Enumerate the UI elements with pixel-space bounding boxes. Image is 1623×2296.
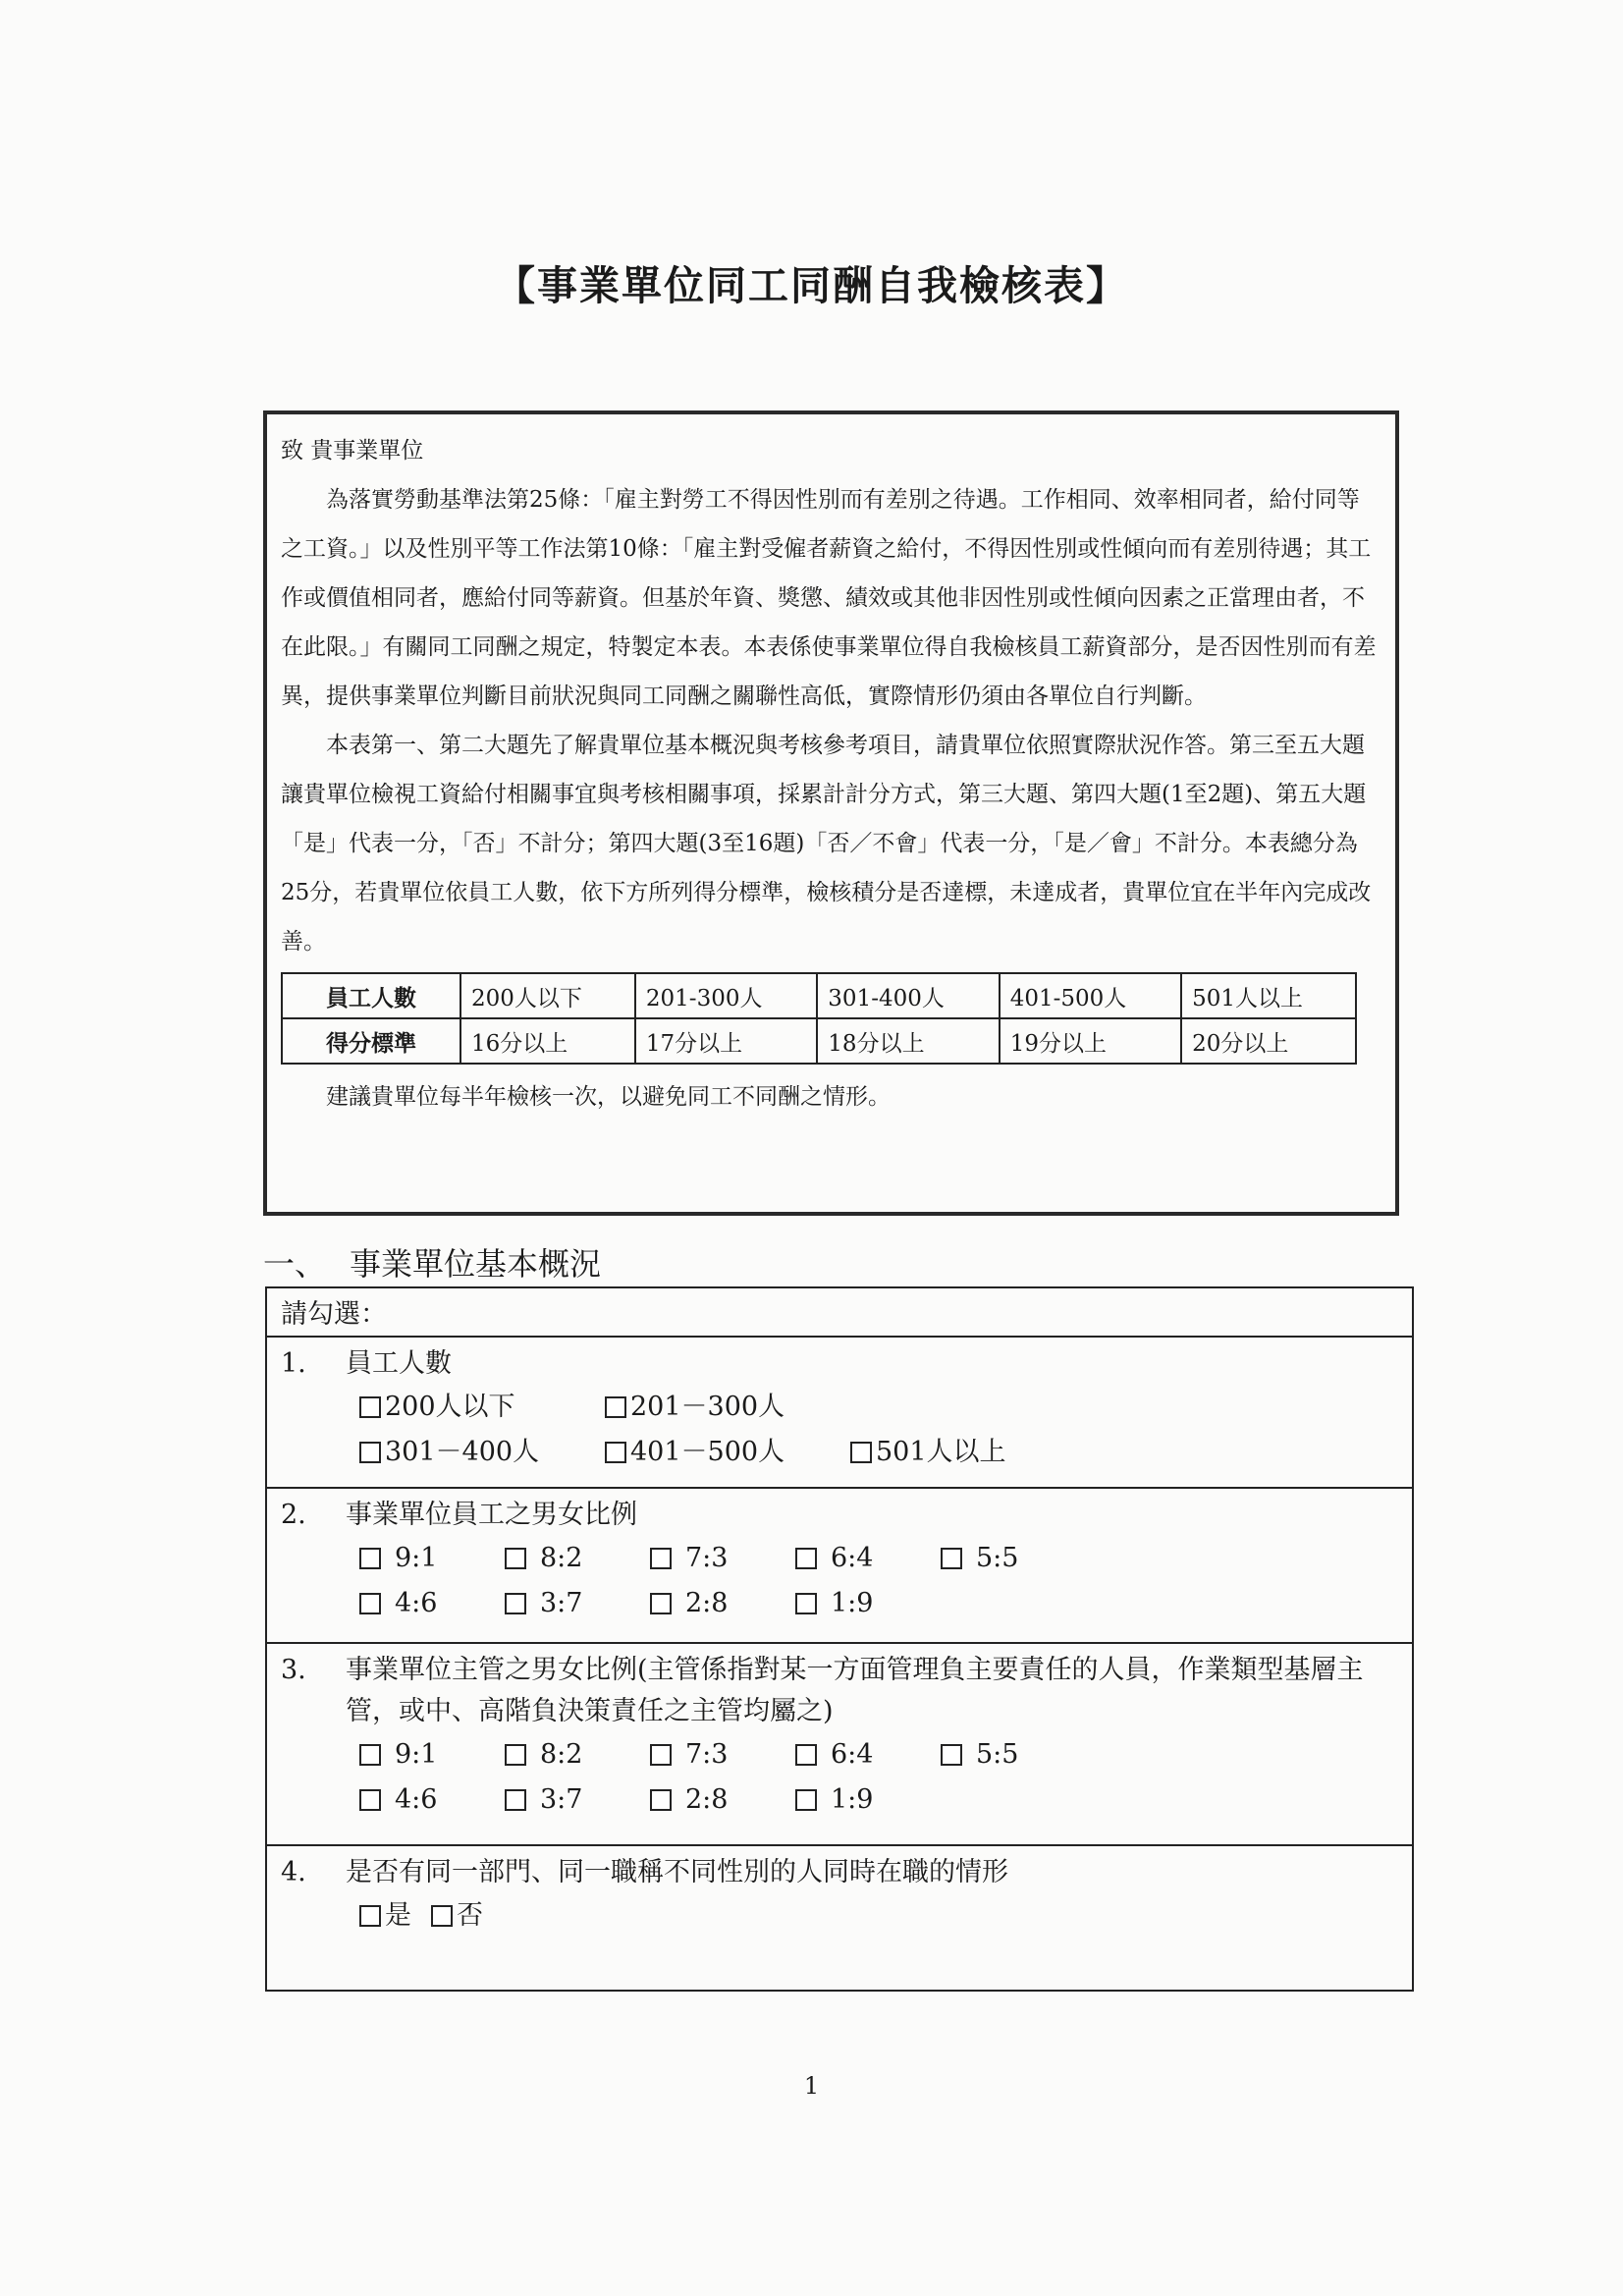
checkbox-option[interactable] bbox=[359, 1430, 605, 1475]
checkbox-option[interactable] bbox=[359, 1732, 505, 1777]
option-label: 9:1 bbox=[395, 1543, 438, 1573]
page-title: 【事業單位同工同酬自我檢核表】 bbox=[495, 262, 1128, 309]
option-label: 200人以下 bbox=[385, 1392, 515, 1422]
checkbox-icon[interactable] bbox=[431, 1905, 453, 1927]
checkbox-option[interactable] bbox=[359, 1581, 505, 1626]
checkbox-icon[interactable] bbox=[650, 1789, 672, 1811]
checkbox-icon[interactable] bbox=[795, 1744, 817, 1766]
checkbox-icon[interactable] bbox=[359, 1442, 381, 1463]
section-number: 一、 bbox=[263, 1245, 327, 1283]
checkbox-icon[interactable] bbox=[941, 1548, 962, 1569]
option-label: 401－500人 bbox=[630, 1437, 785, 1467]
checkbox-icon[interactable] bbox=[795, 1593, 817, 1614]
checkbox-option[interactable] bbox=[850, 1430, 1096, 1475]
checkbox-option[interactable] bbox=[505, 1732, 650, 1777]
option-label: 501人以上 bbox=[876, 1437, 1006, 1467]
checkbox-option[interactable] bbox=[941, 1536, 1086, 1581]
option-label: 9:1 bbox=[395, 1739, 438, 1770]
option-label: 否 bbox=[457, 1900, 483, 1931]
checkbox-option-no[interactable] bbox=[431, 1893, 483, 1939]
section-title: 事業單位基本概況 bbox=[350, 1245, 602, 1283]
table-cell: 200人以下 bbox=[460, 973, 635, 1018]
question-text: 員工人數 bbox=[346, 1348, 452, 1379]
checkbox-icon[interactable] bbox=[941, 1744, 962, 1766]
table-cell: 201-300人 bbox=[635, 973, 817, 1018]
table-row bbox=[282, 1018, 1356, 1064]
option-label: 2:8 bbox=[685, 1784, 729, 1815]
checkbox-icon[interactable] bbox=[505, 1744, 526, 1766]
section-heading bbox=[263, 1239, 601, 1285]
table-cell: 20分以上 bbox=[1181, 1018, 1356, 1064]
instruction-row bbox=[267, 1288, 1412, 1338]
question-2 bbox=[267, 1489, 1412, 1644]
checkbox-icon[interactable] bbox=[605, 1396, 626, 1418]
checkbox-option[interactable] bbox=[941, 1732, 1086, 1777]
option-label: 3:7 bbox=[540, 1588, 583, 1618]
checkbox-option[interactable] bbox=[359, 1385, 605, 1430]
option-label: 4:6 bbox=[395, 1784, 438, 1815]
question-text: 事業單位主管之男女比例(主管係指對某一方面管理負主要責任的人員，作業類型基層主管，或中、高階負決策責任之主管均屬之) bbox=[346, 1655, 1364, 1726]
option-label: 7:3 bbox=[685, 1543, 729, 1573]
checkbox-option[interactable] bbox=[605, 1430, 850, 1475]
checkbox-icon[interactable] bbox=[795, 1789, 817, 1811]
option-label: 3:7 bbox=[540, 1784, 583, 1815]
question-4 bbox=[267, 1846, 1412, 1939]
checkbox-option[interactable] bbox=[795, 1536, 941, 1581]
option-label: 5:5 bbox=[976, 1543, 1019, 1573]
table-row bbox=[282, 973, 1356, 1018]
checkbox-option[interactable] bbox=[650, 1581, 795, 1626]
checkbox-icon[interactable] bbox=[605, 1442, 626, 1463]
option-label: 301－400人 bbox=[385, 1437, 540, 1467]
instruction-text: 請勾選： bbox=[281, 1299, 387, 1330]
recommendation-text: 建議貴單位每半年檢核一次，以避免同工不同酬之情形。 bbox=[326, 1084, 891, 1110]
intro-box bbox=[263, 410, 1399, 1216]
question-text: 是否有同一部門、同一職稱不同性別的人同時在職的情形 bbox=[346, 1857, 1008, 1887]
checkbox-option[interactable] bbox=[795, 1732, 941, 1777]
option-label: 2:8 bbox=[685, 1588, 729, 1618]
score-standard-table bbox=[281, 972, 1357, 1065]
checkbox-option[interactable] bbox=[505, 1581, 650, 1626]
page-number: 1 bbox=[803, 2072, 820, 2100]
table-cell: 19分以上 bbox=[1000, 1018, 1181, 1064]
checkbox-option[interactable] bbox=[359, 1536, 505, 1581]
table-cell: 18分以上 bbox=[817, 1018, 999, 1064]
checkbox-icon[interactable] bbox=[505, 1548, 526, 1569]
question-text: 事業單位員工之男女比例 bbox=[346, 1500, 637, 1530]
checkbox-icon[interactable] bbox=[650, 1593, 672, 1614]
checkbox-option[interactable] bbox=[650, 1777, 795, 1823]
option-label: 4:6 bbox=[395, 1588, 438, 1618]
checkbox-option[interactable] bbox=[650, 1536, 795, 1581]
checkbox-icon[interactable] bbox=[359, 1905, 381, 1927]
option-label: 201－300人 bbox=[630, 1392, 785, 1422]
table-cell: 401-500人 bbox=[1000, 973, 1181, 1018]
table-header-score: 得分標準 bbox=[282, 1018, 460, 1064]
checkbox-option[interactable] bbox=[795, 1581, 941, 1626]
table-cell: 16分以上 bbox=[460, 1018, 635, 1064]
option-label: 8:2 bbox=[540, 1739, 583, 1770]
intro-paragraph-1: 為落實勞動基準法第25條：「雇主對勞工不得因性別而有差別之待遇。工作相同、效率相同者，給付同等之工資。」以及性別平等工作法第10條：「雇主對受僱者薪資之給付，不得因性別或性傾向而有差別待遇；其工作或價值相同者，應給付同等薪資。但基於年資、獎懲、績效或其他非因性別或性傾向因素之正當理由者，不在此限。」有關同工同酬之規定，特製定本表。本表係使事業單位得自我檢核員工薪資部分，是否因性別而有差異，提供事業單位判斷目前狀況與同工同酬之關聯性高低，實際情形仍須由各單位自行判斷。 bbox=[281, 487, 1377, 709]
checkbox-option[interactable] bbox=[605, 1385, 850, 1430]
checkbox-icon[interactable] bbox=[850, 1442, 872, 1463]
checkbox-icon[interactable] bbox=[359, 1744, 381, 1766]
checkbox-option-yes[interactable] bbox=[359, 1893, 411, 1939]
checkbox-option[interactable] bbox=[795, 1777, 941, 1823]
option-label: 1:9 bbox=[831, 1784, 874, 1815]
option-label: 8:2 bbox=[540, 1543, 583, 1573]
option-label: 是 bbox=[385, 1900, 411, 1931]
option-label: 7:3 bbox=[685, 1739, 729, 1770]
question-number: 3. bbox=[281, 1655, 306, 1685]
checkbox-option[interactable] bbox=[505, 1777, 650, 1823]
option-label: 6:4 bbox=[831, 1739, 874, 1770]
checkbox-icon[interactable] bbox=[359, 1548, 381, 1569]
table-cell: 301-400人 bbox=[817, 973, 999, 1018]
question-3 bbox=[267, 1644, 1412, 1846]
option-label: 6:4 bbox=[831, 1543, 874, 1573]
table-header-employees: 員工人數 bbox=[282, 973, 460, 1018]
checkbox-icon[interactable] bbox=[650, 1548, 672, 1569]
intro-paragraph-2: 本表第一、第二大題先了解貴單位基本概況與考核參考項目，請貴單位依照實際狀況作答。第三至五大題讓貴單位檢視工資給付相關事宜與考核相關事項，採累計計分方式，第三大題、第四大題(1至2題)、第五大題「是」代表一分，「否」不計分；第四大題(3至16題)「否／不會」代表一分，「是／會」不計分。本表總分為25分，若貴單位依員工人數，依下方所列得分標準，檢核積分是否達標，未達成者，貴單位宜在半年內完成改善。 bbox=[281, 733, 1372, 955]
checkbox-icon[interactable] bbox=[505, 1593, 526, 1614]
checkbox-icon[interactable] bbox=[505, 1789, 526, 1811]
salutation: 致 貴事業單位 bbox=[281, 438, 424, 464]
checkbox-option[interactable] bbox=[359, 1777, 505, 1823]
questionnaire-box bbox=[265, 1286, 1414, 1992]
checkbox-icon[interactable] bbox=[359, 1593, 381, 1614]
question-number: 4. bbox=[281, 1857, 306, 1887]
table-cell: 501人以上 bbox=[1181, 973, 1356, 1018]
checkbox-option[interactable] bbox=[505, 1536, 650, 1581]
checkbox-icon[interactable] bbox=[795, 1548, 817, 1569]
checkbox-option[interactable] bbox=[650, 1732, 795, 1777]
option-label: 5:5 bbox=[976, 1739, 1019, 1770]
checkbox-icon[interactable] bbox=[650, 1744, 672, 1766]
question-1 bbox=[267, 1338, 1412, 1489]
option-label: 1:9 bbox=[831, 1588, 874, 1618]
question-number: 1. bbox=[281, 1348, 306, 1379]
table-cell: 17分以上 bbox=[635, 1018, 817, 1064]
checkbox-icon[interactable] bbox=[359, 1789, 381, 1811]
checkbox-icon[interactable] bbox=[359, 1396, 381, 1418]
question-number: 2. bbox=[281, 1500, 306, 1530]
